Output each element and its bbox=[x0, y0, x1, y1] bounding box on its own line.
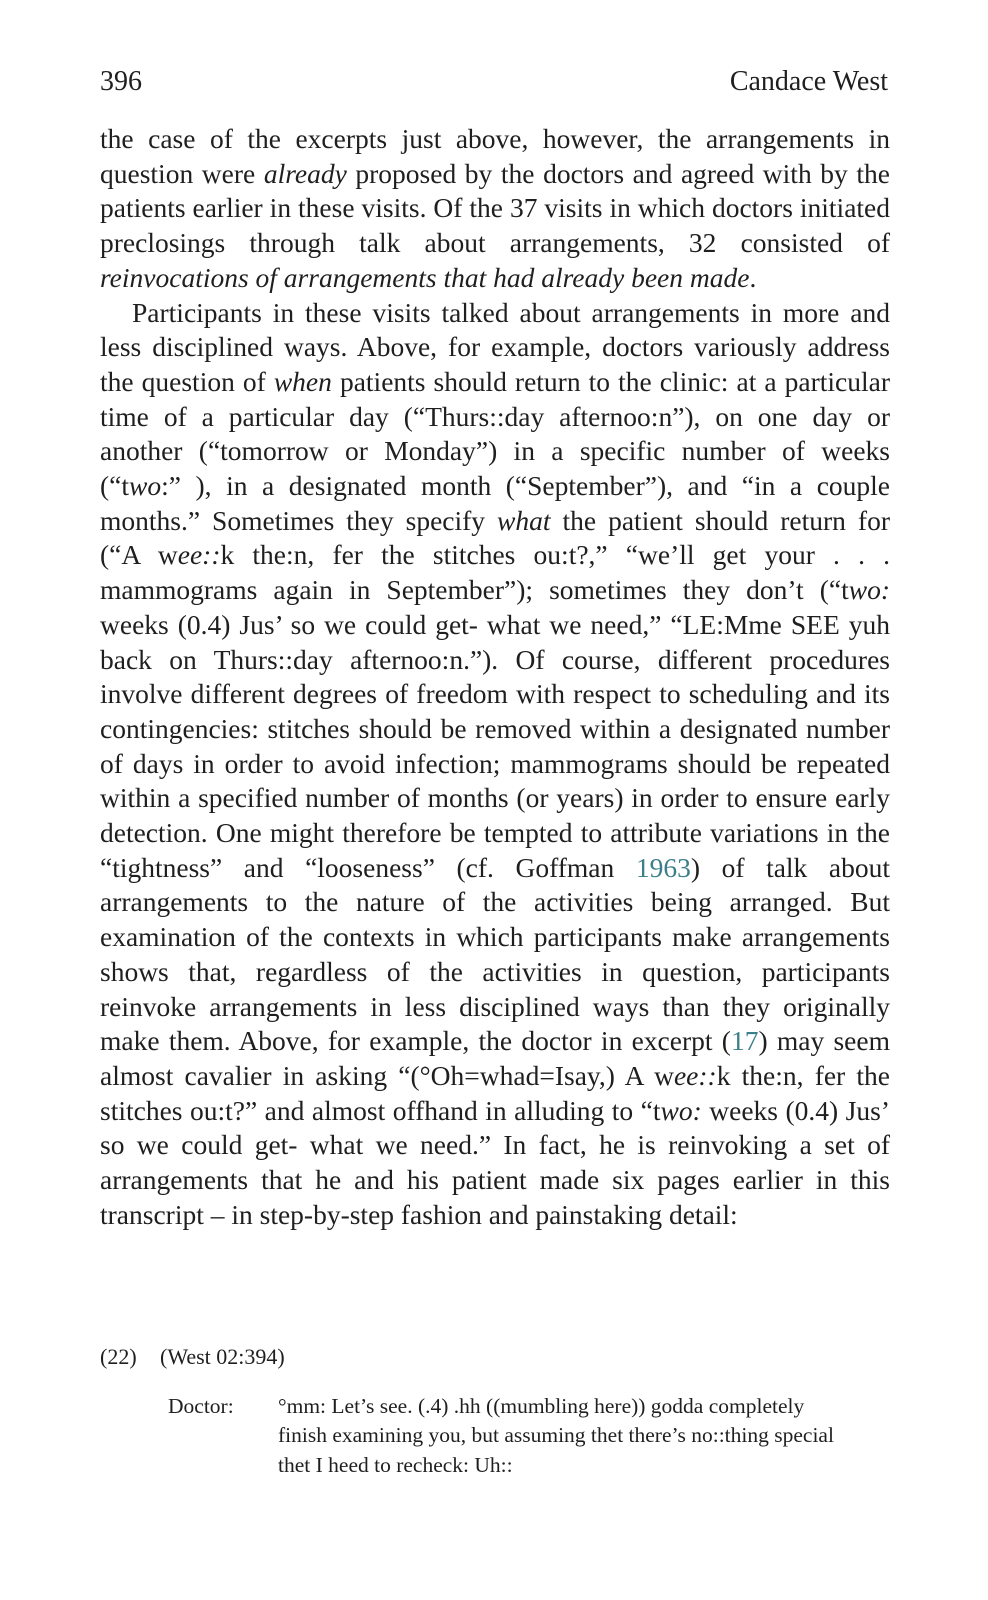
running-head-author: Candace West bbox=[729, 66, 888, 97]
italic-text: what bbox=[497, 504, 551, 536]
italic-text: ee:: bbox=[673, 1059, 717, 1091]
text-run: ) may seem almost cavalier in asking “(°Oh=whad=Isay,) A w bbox=[100, 1025, 890, 1091]
text-run: :” ), in a designated month (“September”), and “in a couple months.” Sometimes they specify bbox=[100, 470, 890, 536]
transcript-line bbox=[168, 1392, 868, 1480]
transcript-utterance: °mm: Let’s see. (.4) .hh ((mumbling here)) godda completely finish examining you, but assuming thet there’s no::thing special thet I heed to recheck: Uh:: bbox=[278, 1394, 834, 1477]
text-run: Participants in these visits talked about arrangements in more and less disciplined ways. Above, for example, doctors variously address the question of bbox=[100, 296, 890, 397]
italic-text: wo bbox=[129, 470, 162, 502]
text-run: ) of talk about arrangements to the nature of the activities being arranged. But examination of the contexts in which participants make arrangements shows that, regardless of the activities in question, participants reinvoke arrangements in less disciplined ways than they originally make them. Above, for example, the doctor in excerpt ( bbox=[100, 851, 890, 1057]
text-run: . bbox=[749, 261, 757, 293]
transcript-speaker: Doctor: bbox=[168, 1394, 234, 1418]
italic-text: wo: bbox=[848, 574, 890, 606]
citation-link[interactable]: 17 bbox=[730, 1025, 759, 1057]
italic-text: wo: bbox=[660, 1094, 702, 1126]
example-heading bbox=[100, 1342, 285, 1372]
italic-text: reinvocations of arrangements that had already been made bbox=[100, 261, 750, 293]
running-head bbox=[100, 64, 888, 100]
text-run: the patient should return for (“A w bbox=[100, 504, 890, 571]
text-run: weeks (0.4) Jus’ so we could get- what we need.” In fact, he is reinvoking a set of arrangements that he and his patient made six pages earlier in this transcript – in step-by-step fashion and painstaking detail: bbox=[100, 1094, 890, 1230]
example-source: (West 02:394) bbox=[160, 1344, 285, 1369]
italic-text: already bbox=[263, 157, 347, 189]
body-paragraph bbox=[100, 122, 890, 296]
text-run: patients should return to the clinic: at a particular time of a particular day (“Thurs::day afternoo:n”), on one day or another (“tomorrow or Monday”) in a specific number of weeks (“t bbox=[100, 365, 890, 502]
text-run: weeks (0.4) Jus’ so we could get- what we need,” “LE:Mme SEE yuh back on Thurs::day afternoo:n.”). Of course, different procedures involve different degrees of freedom with respect to scheduling and its contingencies: stitches should be removed within a designated number of days in order to avoid infection; mammograms should be repeated within a specified number of months (or years) in order to ensure early detection. One might therefore be tempted to attribute variations in the “tightness” and “looseness” (cf. Goffman bbox=[100, 608, 890, 883]
text-run: the case of the excerpts just above, however, the arrangements in question were bbox=[100, 123, 890, 189]
body-text bbox=[100, 122, 890, 1233]
text-run: k the:n, fer the stitches ou:t?” and almost offhand in alluding to “t bbox=[100, 1059, 890, 1126]
example-number: (22) bbox=[100, 1344, 137, 1369]
text-run: k the:n, fer the stitches ou:t?,” “we’ll get your . . . mammograms again in September”); sometimes they don’t (“t bbox=[100, 539, 890, 606]
body-paragraph bbox=[100, 296, 890, 1233]
text-run: proposed by the doctors and agreed with by the patients earlier in these visits. Of the 37 visits in which doctors initiated preclosings through talk about arrangements, 32 consisted of bbox=[100, 157, 890, 259]
italic-text: when bbox=[273, 365, 332, 397]
citation-link[interactable]: 1963 bbox=[635, 851, 691, 883]
page-number: 396 bbox=[100, 66, 142, 97]
italic-text: ee:: bbox=[177, 539, 221, 571]
